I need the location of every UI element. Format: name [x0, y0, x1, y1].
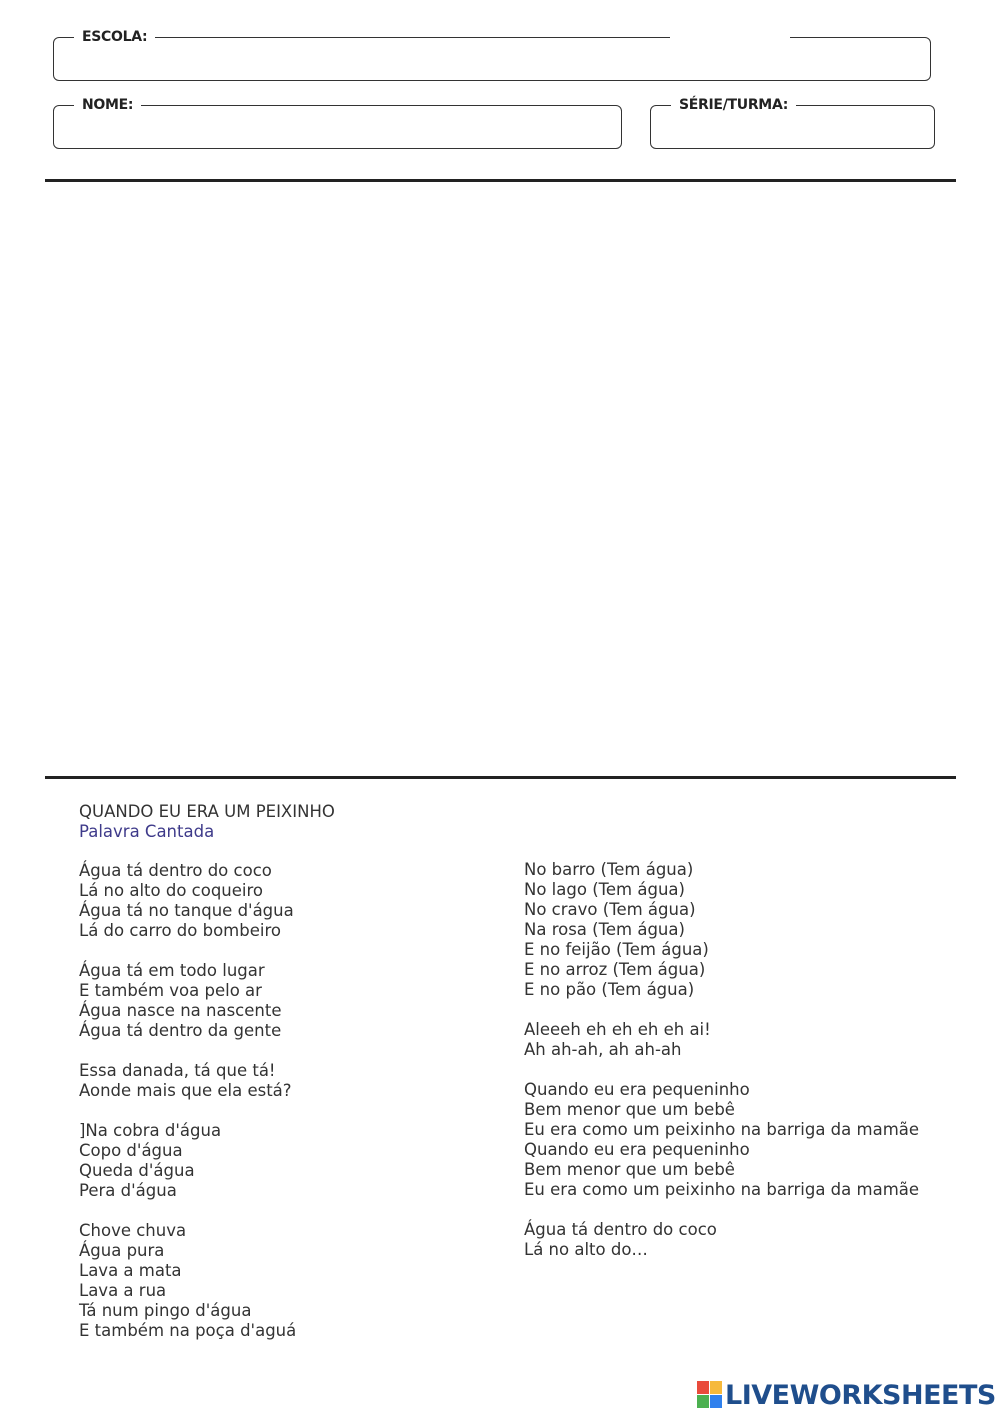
lyric-line: Pera d'água — [79, 1181, 177, 1200]
lyric-line: Quando eu era pequeninho — [524, 1080, 750, 1099]
stanza — [79, 961, 296, 1041]
lyric-line: Lava a mata — [79, 1261, 182, 1280]
lyrics-left-column — [79, 861, 296, 1341]
stanza — [79, 1061, 296, 1101]
logo-blocks-icon — [697, 1381, 723, 1409]
lyric-line: E no feijão (Tem água) — [524, 940, 709, 959]
lyric-line: Lá do carro do bombeiro — [79, 921, 281, 940]
stanza — [524, 1080, 919, 1200]
lyric-line: Água nasce na nascente — [79, 1001, 282, 1020]
lyric-line: Aonde mais que ela está? — [79, 1081, 292, 1100]
song-artist: Palavra Cantada — [79, 822, 215, 841]
lyric-line: Chove chuva — [79, 1221, 187, 1240]
stanza — [79, 1121, 296, 1201]
lyric-line: Essa danada, tá que tá! — [79, 1061, 276, 1080]
name-label: NOME: — [74, 95, 141, 115]
lyric-line: Tá num pingo d'água — [79, 1301, 252, 1320]
lyric-line: Ah ah-ah, ah ah-ah — [524, 1040, 682, 1059]
lyric-line: Copo d'água — [79, 1141, 183, 1160]
lyric-line: Bem menor que um bebê — [524, 1160, 735, 1179]
lyrics-right-column — [524, 860, 919, 1260]
lyric-line: Aleeeh eh eh eh eh ai! — [524, 1020, 711, 1039]
lyric-line: Água tá dentro do coco — [79, 861, 272, 880]
lyric-line: No barro (Tem água) — [524, 860, 694, 879]
lyric-line: Água tá dentro da gente — [79, 1021, 282, 1040]
stanza — [79, 861, 296, 941]
name-field[interactable] — [53, 97, 622, 149]
lyric-line: Água pura — [79, 1241, 165, 1260]
stanza — [524, 860, 919, 1000]
lyric-line: Quando eu era pequeninho — [524, 1140, 750, 1159]
class-field[interactable] — [650, 97, 935, 149]
lyric-line: Água tá em todo lugar — [79, 961, 265, 980]
lyric-line: E também na poça d'aguá — [79, 1321, 297, 1340]
lyric-line: Água tá dentro do coco — [524, 1220, 717, 1239]
liveworksheets-logo[interactable] — [697, 1378, 996, 1412]
lyric-line: E também voa pelo ar — [79, 981, 262, 1000]
lyric-line: No lago (Tem água) — [524, 880, 685, 899]
school-field[interactable] — [53, 29, 931, 81]
class-label: SÉRIE/TURMA: — [671, 95, 796, 115]
lyric-line: Eu era como um peixinho na barriga da mamãe — [524, 1120, 920, 1139]
bottom-divider — [45, 776, 956, 779]
lyric-line: No cravo (Tem água) — [524, 900, 696, 919]
lyric-line: Bem menor que um bebê — [524, 1100, 735, 1119]
lyric-line: Lá no alto do coqueiro — [79, 881, 264, 900]
logo-text: LIVEWORKSHEETS — [725, 1379, 996, 1411]
lyric-line: Água tá no tanque d'água — [79, 901, 294, 920]
stanza — [524, 1220, 919, 1260]
activity-area — [45, 184, 956, 776]
top-divider — [45, 179, 956, 182]
lyric-line: Eu era como um peixinho na barriga da mamãe — [524, 1180, 920, 1199]
stanza — [524, 1020, 919, 1060]
lyric-line: Na rosa (Tem água) — [524, 920, 685, 939]
song-title: QUANDO EU ERA UM PEIXINHO — [79, 802, 335, 821]
school-label: ESCOLA: — [74, 27, 155, 47]
border-gap — [670, 34, 790, 40]
lyric-line: E no pão (Tem água) — [524, 980, 695, 999]
lyric-line: Lá no alto do… — [524, 1240, 648, 1259]
stanza — [79, 1221, 296, 1341]
lyric-line: E no arroz (Tem água) — [524, 960, 706, 979]
lyric-line: ]Na cobra d'água — [79, 1121, 222, 1140]
lyric-line: Queda d'água — [79, 1161, 195, 1180]
lyric-line: Lava a rua — [79, 1281, 167, 1300]
